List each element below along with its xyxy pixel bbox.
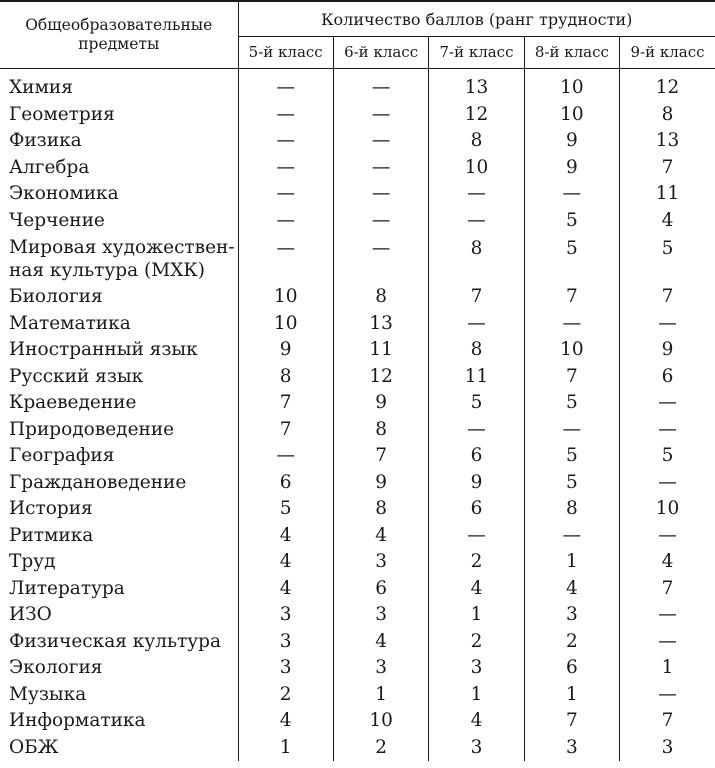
score-cell-grade-6: 11 [333,337,428,364]
score-cell-grade-6: 3 [333,655,428,682]
subject-cell [0,735,238,762]
table-row [0,128,715,155]
subject-cell [0,155,238,182]
score-cell-grade-9: — [658,392,677,413]
subject-name: Математика [9,312,131,334]
score-cell-grade-5: 2 [238,682,333,709]
subject-cell [0,602,238,629]
table-row [0,284,715,311]
table-row [0,682,715,709]
score-cell-grade-6: 8 [333,417,428,444]
grade-header-9: 9-й класс [620,37,715,69]
subject-cell [0,234,238,284]
table-row [0,181,715,208]
score-cell-grade-5: 3 [238,655,333,682]
table-row [0,735,715,762]
subject-name: Труд [9,551,56,572]
score-cell-grade-7: 7 [429,284,524,311]
score-cell-grade-6: 12 [333,364,428,391]
score-cell-grade-9: 10 [655,498,680,519]
score-cell-grade-9: — [658,418,677,440]
subject-cell [0,390,238,417]
score-cell-grade-7: 4 [429,576,524,603]
score-cell-grade-9: 7 [661,577,674,599]
score-cell-grade-9: 1 [661,657,674,678]
subject-name: Черчение [9,209,105,231]
score-cell-grade-8: 10 [524,69,619,102]
subject-name: Алгебра [9,156,90,178]
score-cell-grade-5: — [238,102,333,129]
table-row [0,417,715,444]
grade-header-5: 5-й класс [238,37,333,69]
table-row [0,155,715,182]
score-cell-grade-5: — [238,155,333,182]
score-cell-grade-5: — [238,208,333,235]
score-cell-grade-7: 8 [429,337,524,364]
subject-cell [0,576,238,603]
subject-cell [0,181,238,208]
score-cell-grade-5: 3 [238,602,333,629]
score-cell-grade-6: — [333,234,428,284]
score-cell-grade-8: 2 [524,629,619,656]
score-cell-grade-9: — [658,683,677,705]
score-cell-grade-8: 3 [524,602,619,629]
subject-cell [0,549,238,576]
score-cell-grade-7: — [429,523,524,550]
score-cell-grade-6: 9 [333,390,428,417]
score-cell-grade-5: 4 [238,523,333,550]
score-cell-grade-5: 4 [238,708,333,735]
score-cell-grade-6: 4 [333,629,428,656]
table-row [0,629,715,656]
subject-name: Физика [9,130,82,151]
score-cell-grade-7: 10 [429,155,524,182]
score-cell-grade-6: — [333,128,428,155]
subject-cell [0,208,238,235]
score-cell-grade-9: 7 [661,710,674,731]
score-cell-grade-9: — [658,312,677,334]
score-cell-grade-5: 3 [238,629,333,656]
subject-cell [0,102,238,129]
score-cell-grade-6: — [333,181,428,208]
subject-name: ная культура (МХК) [9,260,205,281]
score-cell-grade-8: 10 [524,337,619,364]
score-cell-grade-9: 7 [661,286,674,307]
score-cell-grade-8: — [524,523,619,550]
subject-cell [0,128,238,155]
score-cell-grade-7: 2 [429,629,524,656]
score-cell-grade-9: 5 [661,238,674,259]
score-cell-grade-6: 10 [333,708,428,735]
score-cell-grade-6: 3 [333,602,428,629]
subject-name: ИЗО [9,604,52,625]
table-row [0,576,715,603]
subject-cell [0,69,238,102]
score-cell-grade-6: 3 [333,549,428,576]
score-cell-grade-9: — [658,630,677,652]
table-row [0,443,715,470]
subject-name: Ритмика [9,524,94,546]
score-cell-grade-8: 10 [524,102,619,129]
score-cell-grade-5: 4 [238,549,333,576]
score-cell-grade-8: — [524,311,619,338]
score-cell-grade-8: 7 [524,284,619,311]
table-header [0,1,715,69]
score-cell-grade-9: 11 [655,183,680,204]
subject-name: Экология [9,657,103,678]
score-cell-grade-8: 5 [524,234,619,284]
subject-name: Геометрия [9,103,115,125]
subject-name: Мировая художествен- [9,237,235,258]
score-cell-grade-9: 3 [661,736,674,758]
score-cell-grade-8: 9 [524,128,619,155]
score-cell-grade-7: 8 [429,234,524,284]
subject-name: Литература [9,577,125,599]
subject-name: География [9,445,115,466]
score-cell-grade-7: 12 [429,102,524,129]
score-cell-grade-7: 6 [429,496,524,523]
subject-cell [0,364,238,391]
score-cell-grade-6: 9 [333,470,428,497]
score-cell-grade-6: 7 [333,443,428,470]
score-cell-grade-7: 13 [429,69,524,102]
score-cell-grade-6: 8 [333,284,428,311]
subject-cell [0,284,238,311]
score-cell-grade-5: 10 [238,284,333,311]
score-cell-grade-8: 5 [524,208,619,235]
subject-cell [0,523,238,550]
subject-cell [0,496,238,523]
score-cell-grade-8: 5 [524,470,619,497]
subject-name: Биология [9,286,103,307]
score-cell-grade-9: 13 [655,130,680,151]
table-row [0,364,715,391]
score-cell-grade-5: 1 [238,735,333,762]
score-cell-grade-9: 8 [661,103,674,125]
score-cell-grade-9: 6 [661,365,674,387]
subject-cell [0,337,238,364]
subject-cell [0,311,238,338]
score-cell-grade-6: 6 [333,576,428,603]
table-row [0,655,715,682]
score-cell-grade-6: — [333,208,428,235]
score-cell-grade-7: 4 [429,708,524,735]
grade-header-8: 8-й класс [524,37,619,69]
score-cell-grade-9: — [658,471,677,493]
subject-cell [0,682,238,709]
table-row [0,549,715,576]
score-cell-grade-6: 1 [333,682,428,709]
subject-name: Природоведение [9,418,175,440]
subject-name: Русский язык [9,365,144,387]
score-cell-grade-5: 9 [238,337,333,364]
score-cell-grade-8: 4 [524,576,619,603]
score-cell-grade-7: 1 [429,602,524,629]
score-cell-grade-7: — [429,208,524,235]
score-cell-grade-5: 10 [238,311,333,338]
score-cell-grade-7: — [429,311,524,338]
score-cell-grade-8: 1 [524,549,619,576]
score-cell-grade-5: 5 [238,496,333,523]
score-cell-grade-7: 8 [429,128,524,155]
score-cell-grade-6: — [333,155,428,182]
table-row [0,708,715,735]
subject-name: Физическая культура [9,630,222,652]
score-cell-grade-7: 3 [429,655,524,682]
score-cell-grade-8: — [524,181,619,208]
score-cell-grade-5: — [238,69,333,102]
score-cell-grade-9: 9 [661,339,674,360]
subject-name: Экономика [9,183,119,204]
subject-name: Информатика [9,710,146,731]
subject-cell [0,470,238,497]
score-cell-grade-5: — [238,443,333,470]
score-cell-grade-8: 1 [524,682,619,709]
table-row [0,208,715,235]
score-cell-grade-8: 7 [524,708,619,735]
score-cell-grade-9: 4 [661,551,674,572]
score-cell-grade-5: — [238,181,333,208]
score-cell-grade-7: 9 [429,470,524,497]
score-cell-grade-7: 6 [429,443,524,470]
score-cell-grade-5: 8 [238,364,333,391]
score-cell-grade-9: 5 [661,445,674,466]
score-cell-grade-6: 13 [333,311,428,338]
subject-name: Иностранный язык [9,339,198,360]
score-cell-grade-6: 2 [333,735,428,762]
score-cell-grade-7: 2 [429,549,524,576]
subject-name: Граждановедение [9,471,187,493]
score-cell-grade-8: 8 [524,496,619,523]
score-cell-grade-6: — [333,102,428,129]
score-cell-grade-8: 9 [524,155,619,182]
score-cell-grade-5: — [238,234,333,284]
table-row [0,337,715,364]
score-cell-grade-5: 7 [238,390,333,417]
score-cell-grade-8: 7 [524,364,619,391]
score-cell-grade-6: 4 [333,523,428,550]
score-cell-grade-9: — [658,604,677,625]
subject-name: Музыка [9,683,87,705]
score-cell-grade-8: 5 [524,443,619,470]
subject-cell [0,655,238,682]
score-cell-grade-9: 7 [661,156,674,178]
score-cell-grade-7: 3 [429,735,524,762]
table-row [0,69,715,102]
subject-column-header: Общеобразовательные предметы [0,1,238,69]
subject-name: ОБЖ [9,736,59,758]
subject-cell [0,708,238,735]
subject-name: Химия [9,77,73,98]
score-cell-grade-9: — [658,524,677,546]
score-cell-grade-5: 7 [238,417,333,444]
table-row [0,602,715,629]
table-body [0,69,715,762]
subject-cell [0,443,238,470]
grade-header-6: 6-й класс [333,37,428,69]
score-cell-grade-7: 1 [429,682,524,709]
score-cell-grade-6: 8 [333,496,428,523]
table-row [0,311,715,338]
score-cell-grade-8: 3 [524,735,619,762]
subject-cell [0,417,238,444]
score-cell-grade-7: 5 [429,390,524,417]
score-cell-grade-8: 6 [524,655,619,682]
subject-name: История [9,498,93,519]
score-cell-grade-8: — [524,417,619,444]
score-cell-grade-6: — [333,69,428,102]
table-row [0,470,715,497]
score-cell-grade-9: 4 [661,209,674,231]
table-row [0,234,715,284]
score-cell-grade-5: — [238,128,333,155]
score-cell-grade-7: — [429,181,524,208]
grade-header-7: 7-й класс [429,37,524,69]
score-cell-grade-7: — [429,417,524,444]
score-cell-grade-8: 5 [524,390,619,417]
table-row [0,523,715,550]
score-cell-grade-9: 12 [655,77,680,98]
subject-name: Краеведение [9,392,137,413]
score-cell-grade-7: 11 [429,364,524,391]
table-row [0,496,715,523]
score-cell-grade-5: 4 [238,576,333,603]
table-row [0,102,715,129]
score-group-header: Количество баллов (ранг трудности) [238,1,715,37]
subject-cell [0,629,238,656]
table-row [0,390,715,417]
score-cell-grade-5: 6 [238,470,333,497]
